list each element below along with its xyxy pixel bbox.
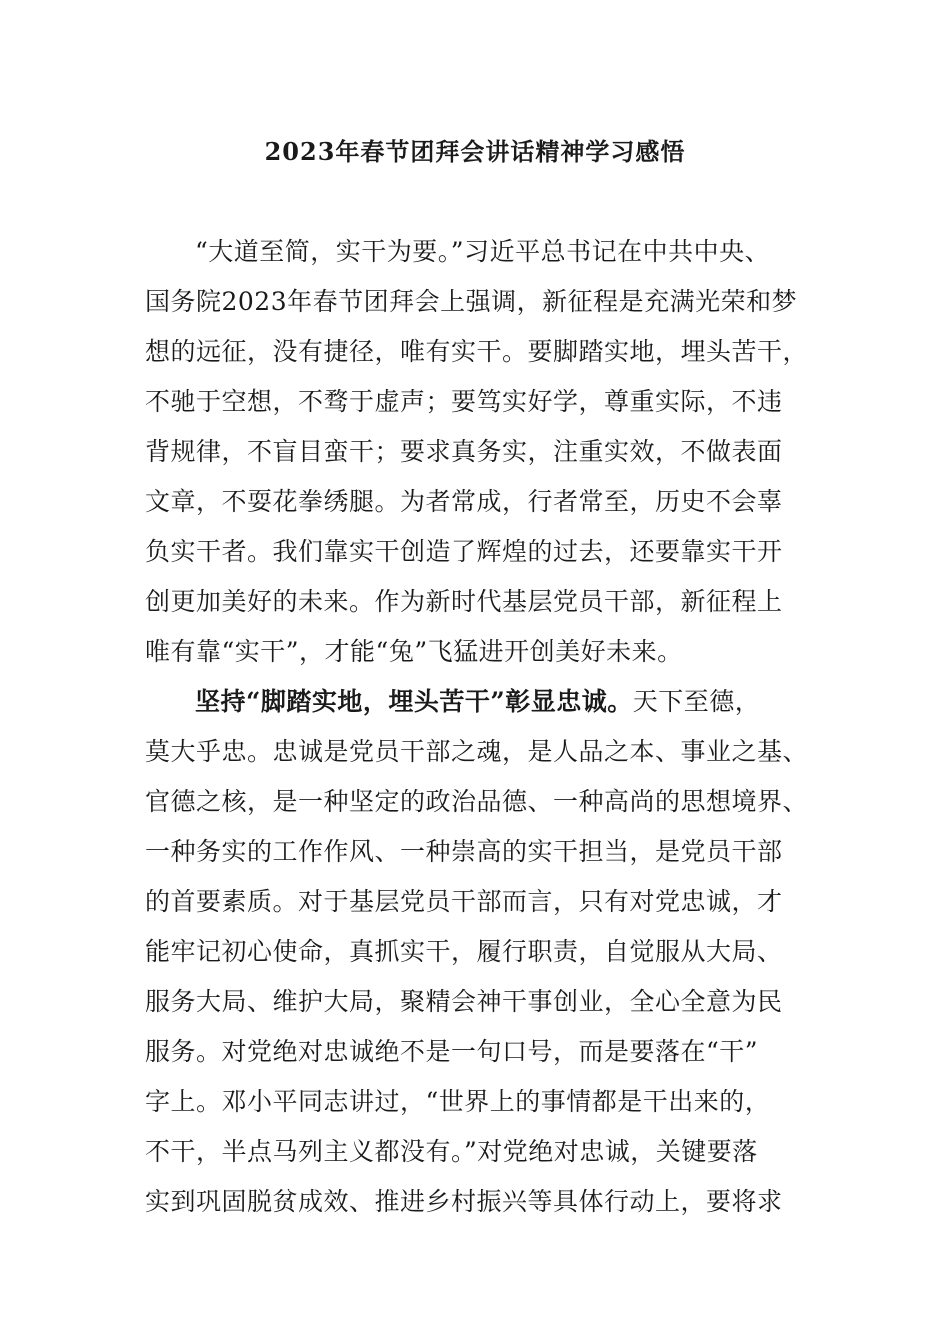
- paragraph-line: 莫大乎忠。忠诚是党员干部之魂，是人品之本、事业之基、: [145, 737, 809, 766]
- paragraph-loyalty: [145, 677, 809, 1227]
- document-title: 2023年春节团拜会讲话精神学习感悟: [264, 137, 686, 166]
- paragraph-line: 服务大局、维护大局，聚精会神干事创业，全心全意为民: [145, 987, 783, 1016]
- section-heading: 坚持“脚踏实地，埋头苦干”彰显忠诚。: [195, 687, 633, 716]
- paragraph-line: 创更加美好的未来。作为新时代基层党员干部，新征程上: [145, 587, 783, 616]
- document-body: [145, 227, 809, 1227]
- paragraph-line: 想的远征，没有捷径，唯有实干。要脚踏实地，埋头苦干，: [145, 337, 809, 366]
- paragraph-line: 服务。对党绝对忠诚绝不是一句口号，而是要落在“干”: [145, 1037, 759, 1066]
- paragraph-line: 不干，半点马列主义都没有。”对党绝对忠诚，关键要落: [145, 1137, 758, 1166]
- paragraph-line: 一种务实的工作作风、一种崇高的实干担当，是党员干部: [145, 837, 783, 866]
- paragraph-line: 文章，不耍花拳绣腿。为者常成，行者常至，历史不会辜: [145, 487, 783, 516]
- paragraph-line: 能牢记初心使命，真抓实干，履行职责，自觉服从大局、: [145, 937, 783, 966]
- paragraph-line: 国务院2023年春节团拜会上强调，新征程是充满光荣和梦: [145, 287, 798, 316]
- paragraph-line: 官德之核，是一种坚定的政治品德、一种高尚的思想境界、: [145, 787, 809, 816]
- paragraph-line: 背规律，不盲目蛮干；要求真务实，注重实效，不做表面: [145, 437, 783, 466]
- paragraph-line: “大道至简，实干为要。”习近平总书记在中共中央、: [195, 237, 771, 266]
- paragraph-first-line: [145, 677, 805, 727]
- paragraph-line: 唯有靠“实干”，才能“兔”飞猛进开创美好未来。: [145, 637, 683, 666]
- paragraph-line: 的首要素质。对于基层党员干部而言，只有对党忠诚，才: [145, 887, 783, 916]
- paragraph-line: 实到巩固脱贫成效、推进乡村振兴等具体行动上，要将求: [145, 1187, 783, 1216]
- paragraph-intro: [145, 227, 809, 677]
- paragraph-line: 字上。邓小平同志讲过，“世界上的事情都是干出来的，: [145, 1087, 771, 1116]
- paragraph-line: 负实干者。我们靠实干创造了辉煌的过去，还要靠实干开: [145, 537, 783, 566]
- paragraph-line: 不驰于空想，不骛于虚声；要笃实好学，尊重实际，不违: [145, 387, 783, 416]
- heading-continuation: 天下至德，: [632, 687, 761, 716]
